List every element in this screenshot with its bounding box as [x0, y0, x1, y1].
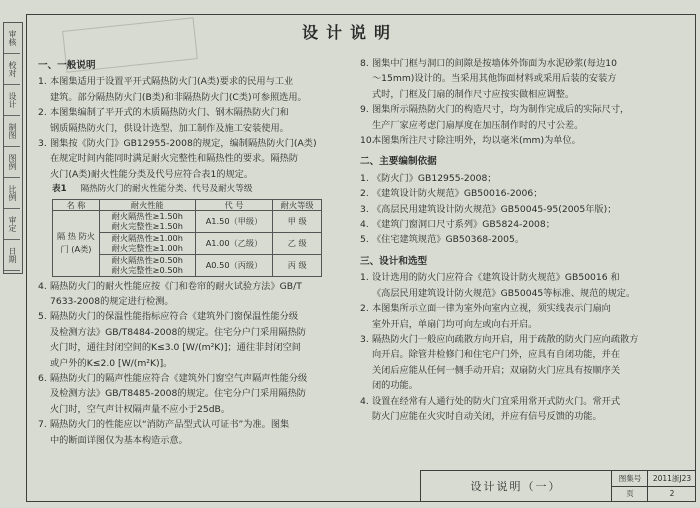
item-number: 4. [38, 280, 47, 292]
item-text: 及检测方法》GB/T8485-2008的规定。住宅分户门采用隔热防 [50, 388, 306, 400]
item-number: 2. [360, 188, 369, 200]
item-text: 隔热防火门的隔声性能应符合《建筑外门窗空气声隔声性能分级 [50, 372, 308, 384]
design-items-list [360, 270, 682, 424]
item-number: 5. [38, 311, 47, 323]
item-text: 火门(A类)耐火性能分类及代号应符合表1的规定。 [50, 168, 254, 180]
section-heading-general: 一、一般说明 [38, 60, 96, 71]
item-text: 设置在经常有人通行处的防火门宜采用常开式防火门。常开式 [372, 395, 621, 407]
page-number: 2 [647, 486, 696, 501]
sidebar-cell: 比例 [4, 178, 20, 209]
item-text: ～15mm)设计的。当采用其他饰面材料或采用后装的安装方 [372, 73, 617, 85]
list-item [360, 171, 682, 186]
general-items-list-right [360, 56, 682, 148]
list-item [360, 232, 682, 247]
table-row: 耐火隔热性≥1.00h 耐火完整性≥1.00h A1.00（乙级） 乙 级 [53, 232, 322, 254]
item-text: 或户外的K≤2.0 [W/(m²K)]。 [50, 357, 173, 369]
list-item [38, 136, 338, 182]
sidebar-cell: 校对 [4, 54, 20, 85]
item-text: 设计选用的防火门应符合《建筑设计防火规范》GB50016 和 [372, 272, 620, 284]
item-number: 10. [360, 135, 375, 147]
item-number: 9. [360, 104, 369, 116]
list-item [360, 186, 682, 201]
item-text: 室外开启，单扇门均可向左或向右开启。 [372, 318, 538, 330]
item-number: 1. [360, 272, 369, 284]
list-item [360, 301, 682, 332]
item-text: 中的断面详图仅为基本构造示意。 [50, 434, 188, 446]
list-item [360, 394, 682, 425]
basis-items-list [360, 171, 682, 248]
item-number: 7. [38, 419, 47, 431]
list-item [360, 270, 682, 301]
item-text: 本图集所注尺寸除注明外，均以毫米(mm)为单位。 [372, 135, 581, 147]
item-text: 图集中门框与洞口的间隙是按墙体外饰面为水泥砂浆(每边10 [372, 58, 617, 69]
item-text: 图集按《防火门》GB12955-2008的规定，编制隔热防火门(A类) [50, 138, 317, 150]
item-text: 本图集所示立面一律为室外向室内立视，须实线表示门扇向 [372, 303, 611, 315]
section-heading-design: 三、设计和选型 [360, 255, 428, 267]
left-column [38, 56, 338, 448]
item-text: 关闭后应能从任何一侧手动开启；双扇防火门应具有按顺序关 [372, 364, 621, 376]
list-item [38, 309, 338, 371]
list-item [360, 133, 682, 148]
item-number: 5. [360, 234, 369, 246]
item-text: 向开启。除管井检修门和住宅户门外，应具有自闭功能，并在 [372, 349, 621, 361]
item-number: 4. [360, 219, 369, 231]
general-items-list-continued [38, 279, 338, 448]
item-text: 防火门应能在火灾时自动关闭，并应有信号反馈的功能。 [372, 410, 602, 422]
item-text: 建筑。部分隔热防火门(B类)和非隔热防火门(C类)可参照选用。 [50, 91, 307, 103]
list-item [38, 105, 338, 136]
section-heading-basis: 二、主要编制依据 [360, 156, 437, 168]
page-label: 页 [611, 486, 648, 501]
sidebar-cell: 设计 [4, 85, 20, 116]
item-text: 式时，门框及门扇的制作尺寸应按实做相应调整。 [372, 88, 575, 100]
sidebar-cell: 审核 [4, 23, 20, 54]
item-text: 本图集编制了平开式的木质隔热防火门、钢木隔热防火门和 [50, 107, 289, 119]
item-number: 3. [360, 203, 369, 215]
sidebar-cell: 制图 [4, 116, 20, 147]
table-row: 隔 热 防火门 (A类) 耐火隔热性≥1.50h 耐火完整性≥1.50h A1.50（甲级） 甲 级 [53, 211, 322, 233]
page-title: 设计说明 [301, 23, 398, 42]
atlas-no-label: 图集号 [611, 471, 648, 487]
item-text: 本图集适用于设置平开式隔热防火门(A类)要求的民用与工业 [50, 76, 294, 88]
item-text: 《建筑设计防火规范》GB50016-2006； [372, 188, 543, 200]
table-header-row: 名 称 耐火性能 代 号 耐火等级 [53, 199, 322, 210]
sidebar-cell: 审定 [4, 209, 20, 240]
item-number: 1. [360, 172, 369, 184]
item-text: 《高层民用建筑设计防火规范》GB50045等标准、规范的规定。 [372, 287, 636, 299]
item-text: 《高层民用建筑设计防火规范》GB50045-95(2005年版)； [372, 203, 617, 215]
item-number: 2. [360, 303, 369, 315]
sidebar-cell: 日期 [4, 240, 20, 271]
item-text: 《建筑门窗洞口尺寸系列》GB5824-2008； [372, 219, 555, 231]
list-item [360, 202, 682, 217]
item-text: 在规定时间内能同时满足耐火完整性和隔热性的要求。隔热防 [50, 153, 299, 165]
table-row: 耐火隔热性≥0.50h 耐火完整性≥0.50h A0.50（丙级） 丙 级 [53, 254, 322, 276]
item-number: 8. [360, 58, 369, 69]
item-text: 闭的功能。 [372, 380, 418, 392]
item-number: 4. [360, 395, 369, 407]
general-items-list [38, 74, 338, 182]
item-text: 钢质隔热防火门，供设计选型、加工制作及施工安装使用。 [50, 122, 289, 134]
item-text: 火门时，通往封闭空间的K≤3.0 [W/(m²K)]；通往非封闭空间 [50, 342, 301, 354]
item-text: 《防火门》GB12955-2008； [372, 172, 497, 184]
list-item [360, 102, 682, 133]
item-number: 2. [38, 107, 47, 119]
item-number: 6. [38, 372, 47, 384]
list-item [38, 279, 338, 310]
item-text: 隔热防火门的保温性能指标应符合《建筑外门窗保温性能分级 [50, 311, 299, 323]
item-number: 3. [360, 333, 369, 345]
item-text: 7633-2008的规定进行检测。 [50, 295, 174, 307]
item-number: 1. [38, 76, 47, 88]
item-text: 隔热防火门一般应向疏散方向开启，用于疏散的防火门应向疏散方 [372, 333, 639, 345]
item-text: 隔热防火门的性能应以“消防产品型式认可证书”为准。图集 [50, 419, 290, 431]
right-column [360, 56, 682, 424]
list-item [360, 332, 682, 394]
atlas-no: 2011浙J23 [647, 471, 696, 487]
item-text: 隔热防火门的耐火性能应按《门和卷帘的耐火试验方法》GB/T [50, 280, 302, 292]
item-text: 火门时，空气声计权隔声量不应小于25dB。 [50, 403, 231, 415]
sidebar-cell: 图例 [4, 147, 20, 178]
item-number: 3. [38, 138, 47, 150]
fire-rating-table [52, 199, 322, 277]
item-text: 生产厂家应考虑门扇厚度在加压制作时的尺寸公差。 [372, 119, 584, 131]
sheet-title: 设计说明（一） [470, 480, 562, 493]
approval-sidebar [3, 22, 23, 274]
list-item [360, 217, 682, 232]
item-text: 及检测方法》GB/T8484-2008的规定。住宅分户门采用隔热防 [50, 326, 306, 338]
table-caption: 表1 隔热防火门的耐火性能分类、代号及耐火等级 [52, 184, 253, 195]
item-text: 《住宅建筑规范》GB50368-2005。 [372, 234, 525, 246]
item-text: 图集所示隔热防火门的构造尺寸，均为制作完成后的实际尺寸， [372, 104, 630, 116]
list-item [38, 371, 338, 417]
title-block [420, 470, 695, 501]
list-item [38, 417, 338, 448]
list-item [38, 74, 338, 105]
list-item [360, 56, 682, 102]
